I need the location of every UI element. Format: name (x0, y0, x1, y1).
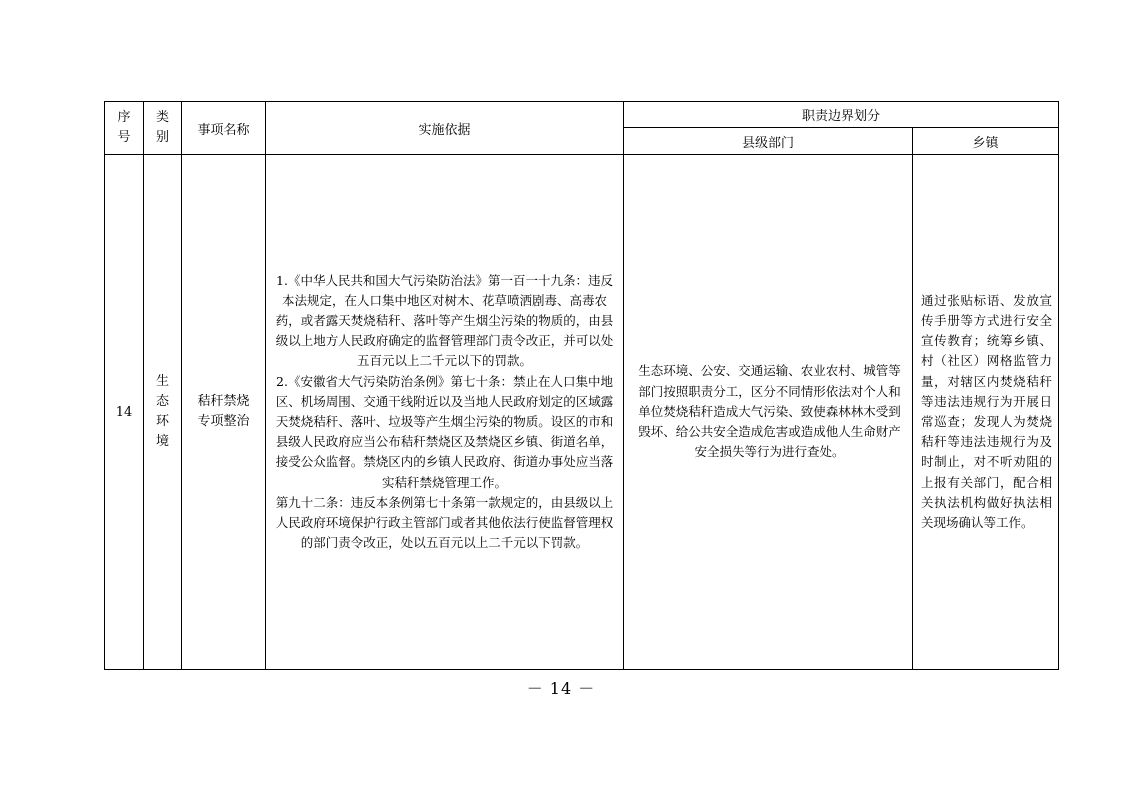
header-basis: 实施依据 (266, 102, 624, 155)
row-item-name: 秸秆禁烧 专项整治 (182, 155, 266, 670)
basis-paragraph-2: 2.《安徽省大气污染防治条例》第七十条：禁止在人口集中地区、机场周围、交通干线附近以及当地人民政府划定的区域露天焚烧秸秆、落叶、垃圾等产生烟尘污染的物质。设区的市和县级人民政府应当公布秸秆禁烧区及禁烧区乡镇、街道名单，接受公众监督。禁烧区内的乡镇人民政府、街道办事处应当落实秸秆禁烧管理工作。 (275, 373, 614, 490)
responsibility-table (104, 101, 1059, 670)
county-duty-text: 生态环境、公安、交通运输、农业农村、城管等部门按照职责分工，区分不同情形依法对个人和单位焚烧秸秆造成大气污染、致使森林林木受到毁坏、给公共安全造成危害或造成他人生命财产安全损失等行为进行查处。 (638, 363, 901, 460)
town-duty-text: 通过张贴标语、发放宣传手册等方式进行安全宣传教育；统筹乡镇、村（社区）网格监管力量，对辖区内焚烧秸秆等违法违规行为开展日常巡查；发现人为焚烧秸秆等违法违规行为及时制止，对不听劝阻的上报有关部门，配合相关执法机构做好执法相关现场确认等工作。 (921, 292, 1053, 531)
row-basis (266, 155, 624, 670)
basis-paragraph-1: 1.《中华人民共和国大气污染防治法》第一百一十九条：违反本法规定，在人口集中地区对树木、花草喷洒剧毒、高毒农药，或者露天焚烧秸秆、落叶等产生烟尘污染的物质的，由县级以上地方人民政府确定的监督管理部门责令改正，并可以处五百元以上二千元以下的罚款。 (275, 272, 614, 369)
page-number: － 14 － (526, 679, 596, 698)
row-index: 14 (105, 155, 144, 670)
header-division: 职责边界划分 (624, 102, 1059, 128)
header-town: 乡镇 (913, 128, 1059, 155)
header-index: 序 号 (105, 102, 144, 155)
row-town-duty (913, 155, 1059, 670)
basis-paragraph-3: 第九十二条：违反本条例第七十条第一款规定的，由县级以上人民政府环境保护行政主管部门或者其他依法行使监督管理权的部门责令改正，处以五百元以上二千元以下罚款。 (275, 494, 614, 551)
header-item-name: 事项名称 (182, 102, 266, 155)
header-category: 类 别 (144, 102, 182, 155)
header-county: 县级部门 (624, 128, 913, 155)
table-row (105, 155, 1059, 670)
row-category: 生 态 环 境 (144, 155, 182, 670)
row-county-duty (624, 155, 913, 670)
